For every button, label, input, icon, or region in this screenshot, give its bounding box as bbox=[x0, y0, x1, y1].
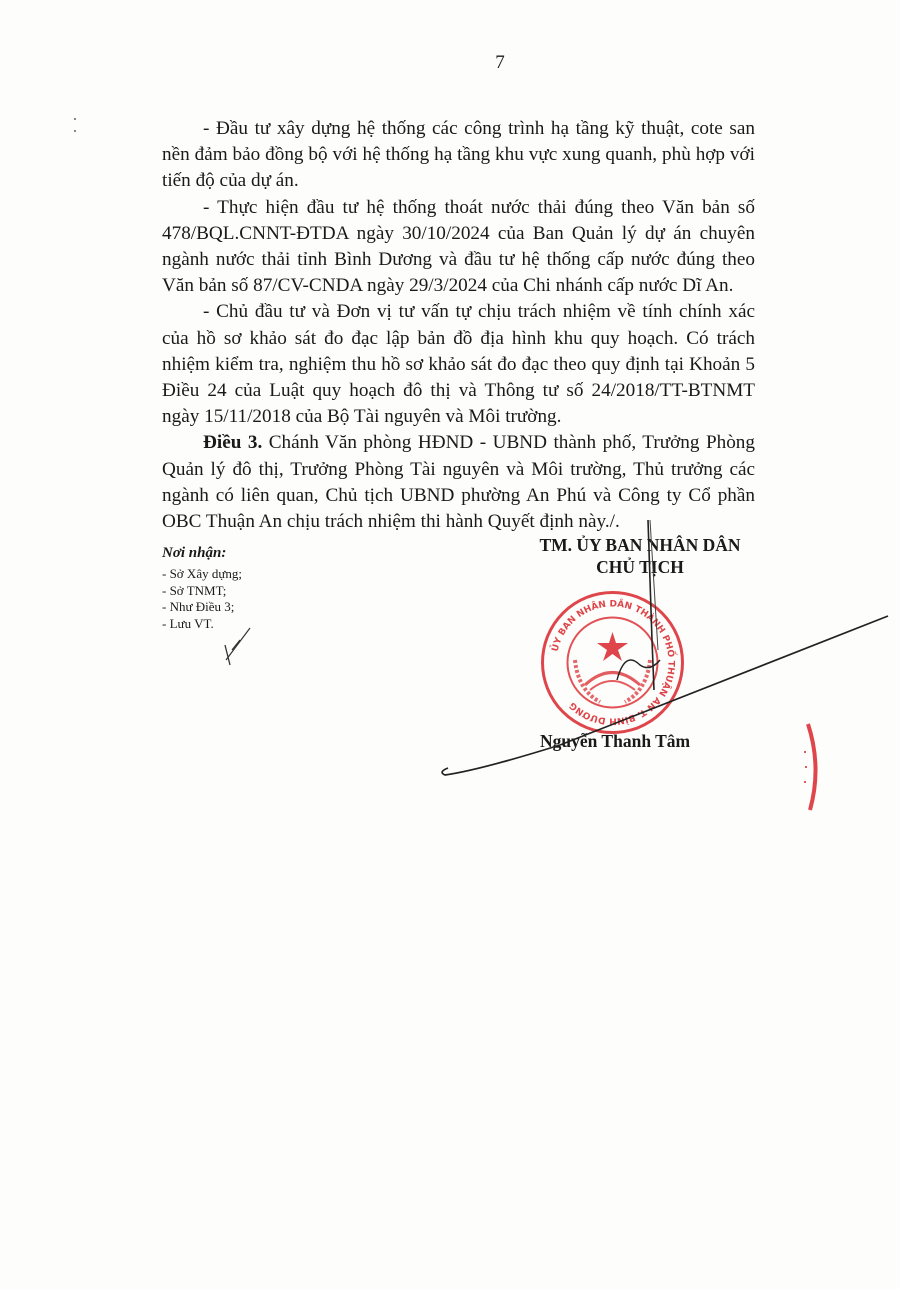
recipient-item: - Lưu VT. bbox=[162, 616, 214, 632]
svg-text:ỦY BAN NHÂN DÂN THÀNH PHỐ THUẬ: ỦY BAN NHÂN DÂN THÀNH PHỐ THUẬN AN T. BÌNH DƯƠNG bbox=[550, 599, 676, 726]
paragraph-infrastructure: - Đầu tư xây dựng hệ thống các công trình hạ tầng kỹ thuật, cote san nền đảm bảo đồng bộ với hệ thống hạ tầng khu vực xung quanh, phù hợp với tiến độ của dự án. bbox=[162, 118, 755, 192]
page-edge-seal-icon bbox=[800, 722, 830, 812]
page-number: 7 bbox=[495, 52, 505, 73]
signature-org: TM. ỦY BAN NHÂN DÂN bbox=[539, 535, 741, 555]
signature-heading bbox=[500, 534, 780, 578]
recipient-item: - Như Điều 3; bbox=[162, 599, 235, 615]
article-3 bbox=[162, 430, 755, 535]
recipient-item: - Sở Xây dựng; bbox=[162, 565, 242, 581]
signer-name: Nguyễn Thanh Tâm bbox=[540, 731, 691, 751]
recipients-list bbox=[162, 545, 242, 633]
margin-marks bbox=[74, 118, 78, 138]
article-3-label: Điều 3. bbox=[203, 432, 263, 454]
paragraph-survey-responsibility: - Chủ đầu tư và Đơn vị tư vấn tự chịu trách nhiệm về tính chính xác của hồ sơ khảo sát đo đạc lập bản đồ địa hình khu quy hoạch. Có trách nhiệm kiểm tra, nghiệm thu hồ sơ khảo sát đo đạc theo quy định tại Khoản 5 Điều 24 của Luật quy hoạch đô thị và Thông tư số 24/2018/TT-BTNMT ngày 15/11/2018 của Bộ Tài nguyên và Môi trường. bbox=[162, 301, 755, 428]
document-body bbox=[162, 116, 755, 535]
paragraph-water-system: - Thực hiện đầu tư hệ thống thoát nước thải đúng theo Văn bản số 478/BQL.CNNT-ĐTDA ngày 30/10/2024 của Ban Quản lý dự án chuyên ngành nước thải tỉnh Bình Dương và đầu tư hệ thống cấp nước đúng theo Văn bản số 87/CV-CNDA ngày 29/3/2024 của Chi nhánh cấp nước Dĩ An. bbox=[162, 196, 755, 297]
recipient-item: - Sở TNMT; bbox=[162, 582, 227, 598]
signature-title: CHỦ TỊCH bbox=[596, 557, 684, 577]
article-3-text: Chánh Văn phòng HĐND - UBND thành phố, Trưởng Phòng Quản lý đô thị, Trưởng Phòng Tài nguyên và Môi trường, Thủ trưởng các ngành có liên quan, Chủ tịch UBND phường An Phú và Công ty Cổ phần OBC Thuận An chịu trách nhiệm thi hành Quyết định này./. bbox=[162, 432, 755, 533]
official-seal-icon bbox=[540, 590, 685, 735]
recipients-title: Nơi nhận: bbox=[162, 545, 227, 561]
